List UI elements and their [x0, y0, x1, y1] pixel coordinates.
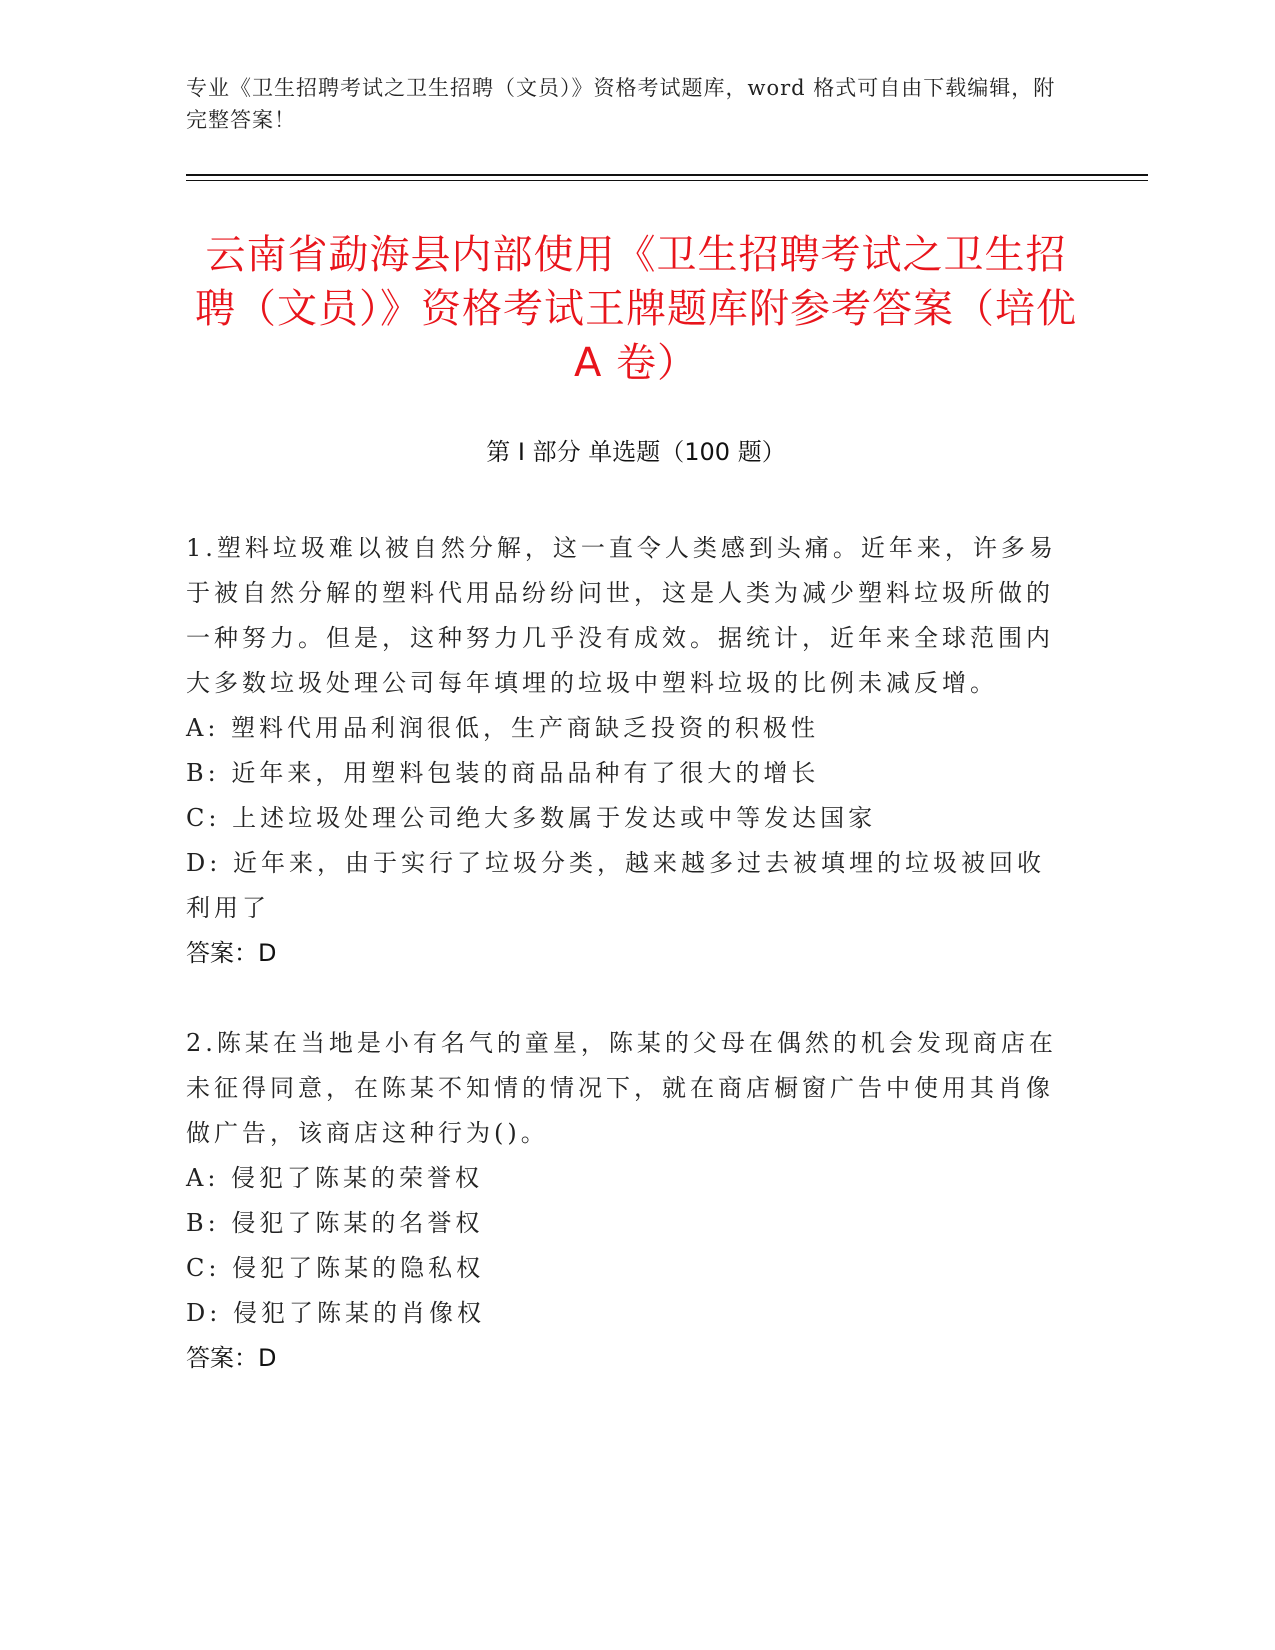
option-a: A: 侵犯了陈某的荣誉权	[186, 1164, 484, 1192]
question-spacer	[186, 976, 1066, 1021]
option-d: D: 近年来，由于实行了垃圾分类，越来越多过去被填埋的垃圾被回收利用了	[186, 849, 1045, 922]
question-1	[186, 526, 1066, 976]
option-c: C: 侵犯了陈某的隐私权	[186, 1254, 485, 1282]
option-a: A: 塑料代用品利润很低，生产商缺乏投资的积极性	[186, 714, 820, 742]
answer: 答案：D	[186, 939, 277, 967]
header-divider-thin	[186, 180, 1148, 181]
question-list	[186, 526, 1066, 1381]
question-2	[186, 1021, 1066, 1381]
option-c: C: 上述垃圾处理公司绝大多数属于发达或中等发达国家	[186, 804, 877, 832]
question-stem: 2.陈某在当地是小有名气的童星，陈某的父母在偶然的机会发现商店在未征得同意，在陈某不知情的情况下，就在商店橱窗广告中使用其肖像做广告，该商店这种行为()。	[186, 1029, 1057, 1147]
option-d: D: 侵犯了陈某的肖像权	[186, 1299, 485, 1327]
header-divider-thick	[186, 174, 1148, 176]
option-b: B: 侵犯了陈某的名誉权	[186, 1209, 484, 1237]
section-title: 第 I 部分 单选题（100 题）	[486, 438, 786, 466]
option-b: B: 近年来，用塑料包装的商品品种有了很大的增长	[186, 759, 820, 787]
header-note: 专业《卫生招聘考试之卫生招聘（文员）》资格考试题库，word 格式可自由下载编辑，附完整答案！	[186, 76, 1056, 132]
document-title: 云南省勐海县内部使用《卫生招聘考试之卫生招聘（文员）》资格考试王牌题库附参考答案（培优 A 卷）	[195, 232, 1077, 386]
answer: 答案：D	[186, 1344, 277, 1372]
question-stem: 1.塑料垃圾难以被自然分解，这一直令人类感到头痛。近年来，许多易于被自然分解的塑料代用品纷纷问世，这是人类为减少塑料垃圾所做的一种努力。但是，这种努力几乎没有成效。据统计，近年来全球范围内大多数垃圾处理公司每年填埋的垃圾中塑料垃圾的比例未减反增。	[186, 534, 1057, 697]
